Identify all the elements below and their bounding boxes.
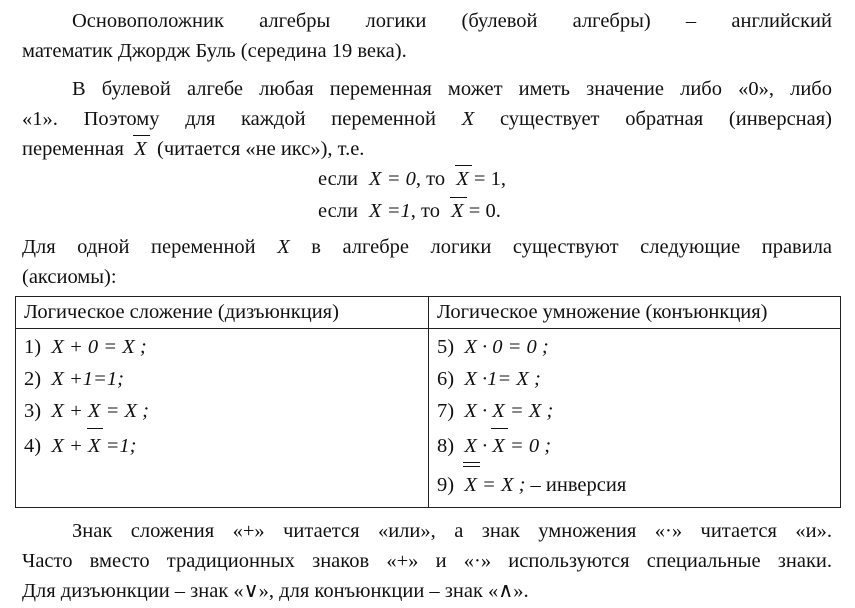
table-body-row <box>16 329 841 508</box>
equation-2: если X =1, то X = 0. <box>318 196 501 226</box>
axiom-2: 2) X +1=1; <box>24 368 124 390</box>
inverse-line-1: В булевой алгебе любая переменная может иметь значение либо «0», либо <box>72 78 832 100</box>
x-double-bar-symbol: X <box>464 465 477 505</box>
x-bar-symbol: X <box>88 427 101 465</box>
axiom-1: 1) X + 0 = X ; <box>24 336 147 358</box>
paragraph-inverse <box>22 74 832 164</box>
axiom-9: 9) X = X ; – инверсия <box>437 465 832 505</box>
axiom-5: 5) X · 0 = 0 ; <box>437 336 549 358</box>
x-bar-symbol: X <box>451 196 464 226</box>
header-conjunction: Логическое умножение (конъюнкция) <box>429 297 841 329</box>
axiom-3: 3) X + X = X ; <box>24 400 150 422</box>
axiom-7: 7) X · X = X ; <box>437 400 554 422</box>
inverse-line-2: «1». Поэтому для каждой переменной X существует обратная (инверсная) <box>22 108 833 130</box>
intro-line-2: математик Джордж Буль (середина 19 века). <box>22 40 407 62</box>
notation-line-3: Для дизъюнкции – знак «∨», для конъюнкции – знак «∧». <box>22 580 529 602</box>
x-bar-symbol: X <box>492 427 505 465</box>
inverse-line-3: переменная X (читается «не икс»), т.е. <box>22 134 832 164</box>
equation-1: если X = 0, то X = 1, <box>318 164 506 194</box>
paragraph-intro <box>22 6 832 66</box>
axioms-intro-line-2: (аксиомы): <box>22 266 117 288</box>
notation-line-2: Часто вместо традиционных знаков «+» и «·» используются специальные знаки. <box>22 550 832 572</box>
intro-line-1: Основоположник алгебры логики (булевой алгебры) – английский <box>72 10 832 32</box>
x-bar-symbol: X <box>456 164 469 194</box>
disjunction-cell <box>16 329 429 508</box>
table-header-row <box>16 297 841 329</box>
axiom-4: 4) X + X =1; <box>24 427 420 465</box>
axiom-8: 8) X · X = 0 ; <box>437 427 832 465</box>
conjunction-cell <box>429 329 841 508</box>
axiom-6: 6) X ·1= X ; <box>437 368 541 390</box>
axioms-table <box>15 296 841 508</box>
axioms-intro-line-1: Для одной переменной X в алгебре логики существуют следующие правила <box>22 236 833 258</box>
x-bar-symbol: X <box>134 134 147 164</box>
paragraph-axioms-intro <box>22 232 832 292</box>
paragraph-notation <box>22 516 832 606</box>
notation-line-1: Знак сложения «+» читается «или», а знак умножения «·» читается «и». <box>72 520 832 542</box>
header-disjunction: Логическое сложение (дизъюнкция) <box>16 297 429 329</box>
